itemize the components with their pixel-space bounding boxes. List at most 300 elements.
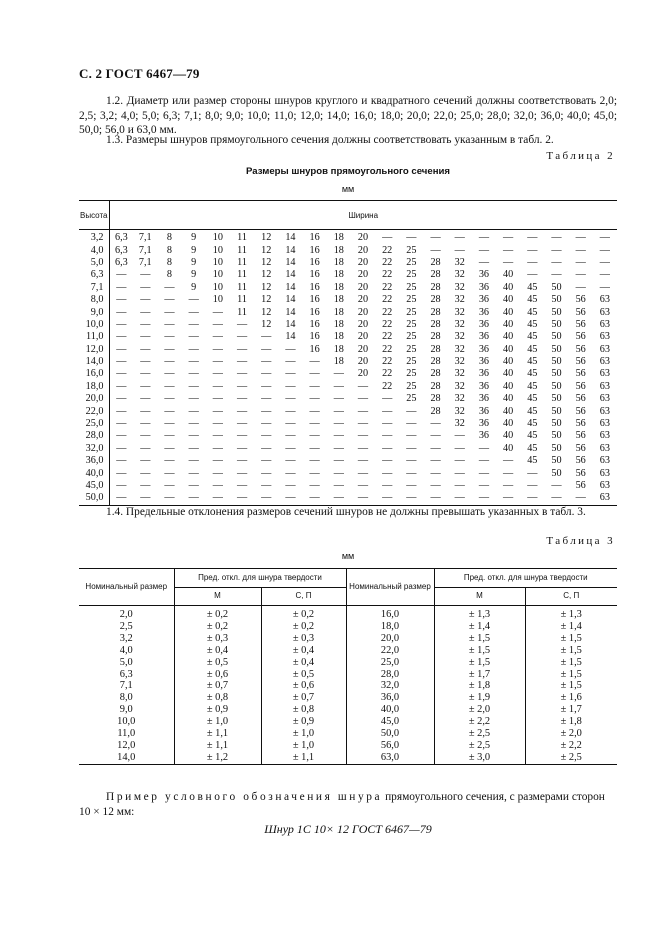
width-cell: 20 xyxy=(357,244,369,256)
width-cell: 56 xyxy=(575,380,586,392)
width-cell: — xyxy=(261,467,272,479)
width-cell: 11 xyxy=(237,294,247,306)
table-row xyxy=(79,480,617,492)
width-cell: 56 xyxy=(575,356,586,368)
width-cell: 50 xyxy=(551,455,562,467)
width-cell: 18 xyxy=(333,318,344,330)
width-cell: — xyxy=(261,405,272,417)
table-row xyxy=(79,368,617,380)
width-cell: 25 xyxy=(406,306,417,318)
width-cell: 28 xyxy=(430,405,441,417)
width-cell: 28 xyxy=(430,393,441,405)
width-cell: 20 xyxy=(357,331,369,343)
width-cell: — xyxy=(285,430,296,442)
width-cell: — xyxy=(116,356,127,368)
table-3-header-row xyxy=(79,569,617,588)
table-row xyxy=(79,393,617,405)
width-cell: 45 xyxy=(527,393,538,405)
width-cell: — xyxy=(406,480,417,491)
width-cell: 56 xyxy=(575,393,586,405)
width-cell: 50 xyxy=(551,368,562,380)
width-cell: 18 xyxy=(333,356,344,368)
width-cell: 28 xyxy=(430,356,441,368)
width-cell: — xyxy=(285,380,296,392)
width-cell: — xyxy=(551,244,562,256)
deviation-cell: ± 1,2 xyxy=(174,752,261,764)
width-cell: — xyxy=(478,467,489,479)
height-cell: 10,0 xyxy=(79,319,109,331)
width-cell: 63 xyxy=(599,467,610,479)
width-cell: — xyxy=(188,430,199,442)
width-cell: — xyxy=(478,232,489,244)
width-cell: 40 xyxy=(503,356,514,368)
deviation-cell: ± 0,2 xyxy=(174,621,261,633)
width-cell: — xyxy=(503,256,514,268)
table-2 xyxy=(79,200,617,506)
width-cell: — xyxy=(261,480,272,491)
width-cell: 11 xyxy=(237,269,247,281)
width-cell: — xyxy=(309,430,320,442)
width-cell: — xyxy=(140,356,151,368)
width-cell: — xyxy=(212,430,223,442)
width-cell: — xyxy=(236,418,248,430)
width-cell: 22 xyxy=(382,294,393,306)
height-cell: 8,0 xyxy=(79,294,109,306)
width-cell: — xyxy=(164,405,175,417)
width-cell: 45 xyxy=(527,331,538,343)
width-cell: — xyxy=(116,269,127,281)
width-cell: 18 xyxy=(333,244,344,256)
width-cell: 14 xyxy=(285,269,296,281)
width-cell: 63 xyxy=(599,356,610,368)
width-cell: — xyxy=(406,442,417,454)
table-row xyxy=(79,244,617,256)
width-cell: 36 xyxy=(478,380,489,392)
height-cell: 45,0 xyxy=(79,480,109,492)
example-paragraph xyxy=(79,790,617,819)
width-cell: — xyxy=(503,232,514,244)
height-cell: 36,0 xyxy=(79,455,109,467)
deviation-cell: ± 2,5 xyxy=(434,728,525,740)
table-3-body xyxy=(79,606,617,765)
width-cell: — xyxy=(116,343,127,355)
width-cell: 12 xyxy=(261,232,272,244)
width-cell: 25 xyxy=(406,281,417,293)
table-row xyxy=(79,381,617,393)
width-cell: 32 xyxy=(454,343,465,355)
width-cell: — xyxy=(575,269,586,281)
table-3-m-header-2: М xyxy=(434,587,525,606)
deviation-cell: ± 1,0 xyxy=(174,716,261,728)
width-cell: 36 xyxy=(478,405,489,417)
width-cell: — xyxy=(309,368,320,380)
width-cell: — xyxy=(285,418,296,430)
width-cell: 16 xyxy=(309,232,320,244)
width-cell: 40 xyxy=(503,306,514,318)
width-cell: — xyxy=(478,480,489,491)
width-cell: — xyxy=(430,480,441,491)
width-cell: 11 xyxy=(237,256,247,268)
width-cell: — xyxy=(285,393,296,405)
width-cell: — xyxy=(182,492,206,505)
width-cell: — xyxy=(309,356,320,368)
width-cell: 28 xyxy=(430,281,441,293)
width-cell: — xyxy=(164,418,175,430)
width-cell: 28 xyxy=(430,256,441,268)
paragraph-1-3: 1.3. Размеры шнуров прямоугольного сечения должны соответствовать указанным в табл. 2. xyxy=(106,134,554,146)
width-cell: — xyxy=(599,244,610,256)
height-cell: 9,0 xyxy=(79,306,109,318)
width-cell: — xyxy=(285,480,296,491)
width-cell: 14 xyxy=(285,318,296,330)
width-cell: 9 xyxy=(191,281,197,293)
width-cell: — xyxy=(357,467,369,479)
width-cell: — xyxy=(116,467,127,479)
table-row xyxy=(79,344,617,356)
nominal-size-cell: 12,0 xyxy=(79,740,174,752)
table-row xyxy=(79,728,617,740)
width-cell: — xyxy=(309,442,320,454)
width-cell: — xyxy=(116,430,127,442)
width-cell: 56 xyxy=(575,294,586,306)
width-cell: — xyxy=(551,269,562,281)
nominal-size-cell: 5,0 xyxy=(79,657,174,669)
width-cell: 63 xyxy=(599,343,610,355)
width-cell: — xyxy=(236,331,248,343)
nominal-size-cell: 40,0 xyxy=(346,704,434,716)
width-cell: 11 xyxy=(237,244,247,256)
width-cell: — xyxy=(164,343,175,355)
width-cell: 10 xyxy=(212,232,223,244)
width-cell: 32 xyxy=(454,356,465,368)
width-cell: 40 xyxy=(503,380,514,392)
deviation-cell: ± 0,3 xyxy=(261,633,346,645)
table-row xyxy=(79,692,617,704)
width-cell: — xyxy=(551,256,562,268)
deviation-cell: ± 3,0 xyxy=(434,752,525,764)
width-cell: — xyxy=(520,492,544,505)
width-cell: 12 xyxy=(261,244,272,256)
deviation-cell: ± 1,0 xyxy=(261,740,346,752)
width-cell: — xyxy=(188,455,199,467)
width-cell: 25 xyxy=(406,244,417,256)
width-cell: — xyxy=(164,380,175,392)
width-cell: 18 xyxy=(333,256,344,268)
width-cell: — xyxy=(382,480,393,491)
deviation-cell: ± 2,5 xyxy=(525,752,617,764)
width-cell: — xyxy=(236,318,248,330)
width-cell: 50 xyxy=(551,430,562,442)
height-cell: 14,0 xyxy=(79,356,109,368)
nominal-size-cell: 9,0 xyxy=(79,704,174,716)
width-cell: — xyxy=(333,368,344,380)
width-cell: 36 xyxy=(478,306,489,318)
width-cell: 50 xyxy=(551,380,562,392)
width-cell: — xyxy=(212,467,223,479)
table-3-sp-header-2: С, П xyxy=(525,587,617,606)
width-cell: — xyxy=(454,480,465,491)
width-cell: — xyxy=(116,418,127,430)
width-cell: 40 xyxy=(503,343,514,355)
table-row xyxy=(79,257,617,269)
width-cell: — xyxy=(309,455,320,467)
width-cell: 63 xyxy=(599,430,610,442)
deviation-cell: ± 1,3 xyxy=(434,606,525,621)
width-cell: 11 xyxy=(237,306,247,318)
nominal-size-cell: 16,0 xyxy=(346,606,434,621)
width-cell: 11 xyxy=(237,232,247,244)
width-cell: 20 xyxy=(357,306,369,318)
width-cell: — xyxy=(188,318,199,330)
width-cell: — xyxy=(140,480,151,491)
nominal-size-cell: 10,0 xyxy=(79,716,174,728)
height-cell: 5,0 xyxy=(79,257,109,269)
width-cell: 36 xyxy=(478,281,489,293)
width-cell: 16 xyxy=(309,269,320,281)
width-cell: — xyxy=(236,442,248,454)
width-cell: 9 xyxy=(191,244,197,256)
height-cell: 3,2 xyxy=(79,230,109,245)
deviation-cell: ± 0,7 xyxy=(174,680,261,692)
width-cell: — xyxy=(478,455,489,467)
table-row xyxy=(79,430,617,442)
width-cell: 63 xyxy=(599,331,610,343)
width-cell: — xyxy=(423,492,447,505)
deviation-cell: ± 1,4 xyxy=(525,621,617,633)
width-cell: 12 xyxy=(261,256,272,268)
width-cell: — xyxy=(188,294,199,306)
width-cell: 9 xyxy=(191,256,197,268)
deviation-cell: ± 1,5 xyxy=(434,657,525,669)
table-2-caption: Таблица 2 xyxy=(546,150,615,162)
width-cell: — xyxy=(164,281,175,293)
width-cell: 16 xyxy=(309,306,320,318)
height-cell: 22,0 xyxy=(79,405,109,417)
width-cell: — xyxy=(333,467,344,479)
width-cell: 32 xyxy=(454,269,465,281)
width-cell: 36 xyxy=(478,418,489,430)
width-cell: — xyxy=(309,380,320,392)
width-cell: — xyxy=(333,393,344,405)
width-cell: 14 xyxy=(285,306,296,318)
width-cell: — xyxy=(333,455,344,467)
width-cell: — xyxy=(140,306,151,318)
width-cell: — xyxy=(599,256,610,268)
width-cell: — xyxy=(164,356,175,368)
width-cell: 50 xyxy=(551,294,562,306)
width-cell: 40 xyxy=(503,318,514,330)
width-cell: — xyxy=(116,405,127,417)
table-row xyxy=(79,418,617,430)
width-cell: — xyxy=(448,492,472,505)
width-cell: 12 xyxy=(261,269,272,281)
width-cell: — xyxy=(454,442,465,454)
deviation-cell: ± 1,1 xyxy=(261,752,346,764)
width-cell: — xyxy=(382,418,393,430)
width-cell: 32 xyxy=(454,318,465,330)
width-cell: 36 xyxy=(478,430,489,442)
width-cell: — xyxy=(527,256,538,268)
width-cell: 32 xyxy=(454,418,465,430)
width-cell: — xyxy=(357,430,369,442)
width-cell: — xyxy=(212,318,223,330)
deviation-cell: ± 0,8 xyxy=(174,692,261,704)
width-cell: 32 xyxy=(454,405,465,417)
nominal-size-cell: 18,0 xyxy=(346,621,434,633)
width-cell: — xyxy=(140,281,151,293)
width-cell: 11 xyxy=(237,281,247,293)
width-cell: 22 xyxy=(382,380,393,392)
width-cell: 20 xyxy=(357,318,369,330)
width-cell: — xyxy=(399,492,423,505)
width-cell: — xyxy=(140,442,151,454)
nominal-size-cell: 4,0 xyxy=(79,645,174,657)
width-cell: — xyxy=(188,467,199,479)
width-cell: — xyxy=(188,393,199,405)
width-cell: — xyxy=(382,405,393,417)
width-cell: 63 xyxy=(599,393,610,405)
width-cell: 45 xyxy=(527,306,538,318)
width-cell: — xyxy=(116,368,127,380)
width-cell: — xyxy=(140,331,151,343)
width-cell: 14 xyxy=(285,232,296,244)
width-cell: — xyxy=(503,467,514,479)
width-cell: 20 xyxy=(357,294,369,306)
width-cell: 40 xyxy=(503,331,514,343)
table-2-header-row xyxy=(79,201,617,230)
width-cell: — xyxy=(261,343,272,355)
width-cell: 22 xyxy=(382,244,393,256)
deviation-cell: ± 1,5 xyxy=(434,645,525,657)
width-cell: — xyxy=(212,393,223,405)
width-cell: — xyxy=(333,480,344,491)
deviation-cell: ± 0,2 xyxy=(261,606,346,621)
width-cell: 36 xyxy=(478,368,489,380)
width-cell: 28 xyxy=(430,368,441,380)
width-cell: — xyxy=(406,455,417,467)
width-cell: 8 xyxy=(166,244,173,256)
width-cell: — xyxy=(164,331,175,343)
width-cell: — xyxy=(212,480,223,491)
width-cell: 40 xyxy=(503,269,514,281)
width-cell: 7,1 xyxy=(138,256,152,268)
width-cell: — xyxy=(140,467,151,479)
width-cell: — xyxy=(157,492,181,505)
width-cell: 45 xyxy=(527,281,538,293)
height-cell: 18,0 xyxy=(79,381,109,393)
width-cell: 22 xyxy=(382,306,393,318)
deviation-cell: ± 0,4 xyxy=(174,645,261,657)
width-cell: 18 xyxy=(333,306,344,318)
width-cell: — xyxy=(430,418,441,430)
width-cell: — xyxy=(212,418,223,430)
width-cell: 18 xyxy=(333,343,344,355)
width-cell: — xyxy=(236,455,248,467)
deviation-cell: ± 1,5 xyxy=(525,633,617,645)
paragraph-1-2: 1.2. Диаметр или размер стороны шнуров круглого и квадратного сечений должны соответствовать 2,0; 2,5; 3,2; 4,0; 5,0; 6,3; 7,1; 8,0; 9,0; 10,0; 11,0; 12,0; 14,0; 16,0; 18,0; 20,0; 22,0; 25,0; 28,0; 32,0; 36,0; 40,0; 45,0; 50,0; 56,0 и 63,0 мм. xyxy=(79,95,617,137)
width-cell: 63 xyxy=(599,368,610,380)
width-cell: 56 xyxy=(575,368,586,380)
width-cell: 25 xyxy=(406,368,417,380)
width-cell: 25 xyxy=(406,269,417,281)
width-cell: 40 xyxy=(503,442,514,454)
width-cell: — xyxy=(430,244,441,256)
width-cell: — xyxy=(333,430,344,442)
width-cell: 9 xyxy=(191,232,197,244)
deviation-cell: ± 0,7 xyxy=(261,692,346,704)
width-cell: 22 xyxy=(382,281,393,293)
deviation-cell: ± 1,4 xyxy=(434,621,525,633)
width-cell: 18 xyxy=(333,294,344,306)
table-row xyxy=(79,356,617,368)
width-cell: — xyxy=(212,405,223,417)
width-cell: 32 xyxy=(454,294,465,306)
width-cell: 36 xyxy=(478,356,489,368)
width-cell: 7,1 xyxy=(138,244,152,256)
width-cell: — xyxy=(116,306,127,318)
width-cell: 14 xyxy=(285,331,296,343)
width-cell: — xyxy=(236,380,248,392)
width-cell: 50 xyxy=(551,343,562,355)
width-cell: — xyxy=(261,368,272,380)
width-cell: 20 xyxy=(357,356,369,368)
deviation-cell: ± 0,4 xyxy=(261,645,346,657)
width-cell: 56 xyxy=(575,343,586,355)
width-cell: 8 xyxy=(166,232,173,244)
width-cell: 50 xyxy=(551,356,562,368)
width-cell: 22 xyxy=(382,318,393,330)
deviation-cell: ± 0,6 xyxy=(174,669,261,681)
width-cell: 10 xyxy=(212,244,223,256)
width-cell: — xyxy=(527,269,538,281)
width-cell: 45 xyxy=(527,294,538,306)
width-cell: — xyxy=(357,405,369,417)
width-cell: 56 xyxy=(575,455,586,467)
width-cell: — xyxy=(454,455,465,467)
width-cell: — xyxy=(212,442,223,454)
width-cell: — xyxy=(575,256,586,268)
width-cell: 45 xyxy=(527,455,538,467)
width-cell: 20 xyxy=(357,232,369,244)
deviation-cell: ± 0,6 xyxy=(261,680,346,692)
width-cell: — xyxy=(357,442,369,454)
width-cell: 14 xyxy=(285,281,296,293)
width-cell: 10 xyxy=(212,294,223,306)
width-cell: — xyxy=(375,492,399,505)
deviation-cell: ± 1,6 xyxy=(525,692,617,704)
width-cell: — xyxy=(278,492,302,505)
width-cell: 7,1 xyxy=(138,232,152,244)
width-cell: — xyxy=(430,232,441,244)
width-cell: — xyxy=(261,393,272,405)
width-cell: — xyxy=(285,442,296,454)
table-row xyxy=(79,645,617,657)
width-cell: 22 xyxy=(382,331,393,343)
width-cell: 40 xyxy=(503,368,514,380)
width-cell: 36 xyxy=(478,393,489,405)
width-cell: 40 xyxy=(503,405,514,417)
width-cell: — xyxy=(236,480,248,491)
width-cell: 18 xyxy=(333,331,344,343)
table-row xyxy=(79,704,617,716)
deviation-cell: ± 1,1 xyxy=(174,740,261,752)
width-cell: — xyxy=(351,492,375,505)
width-cell: — xyxy=(454,244,465,256)
nominal-size-cell: 20,0 xyxy=(346,633,434,645)
width-cell: — xyxy=(140,418,151,430)
nominal-size-cell: 45,0 xyxy=(346,716,434,728)
width-cell: — xyxy=(261,455,272,467)
